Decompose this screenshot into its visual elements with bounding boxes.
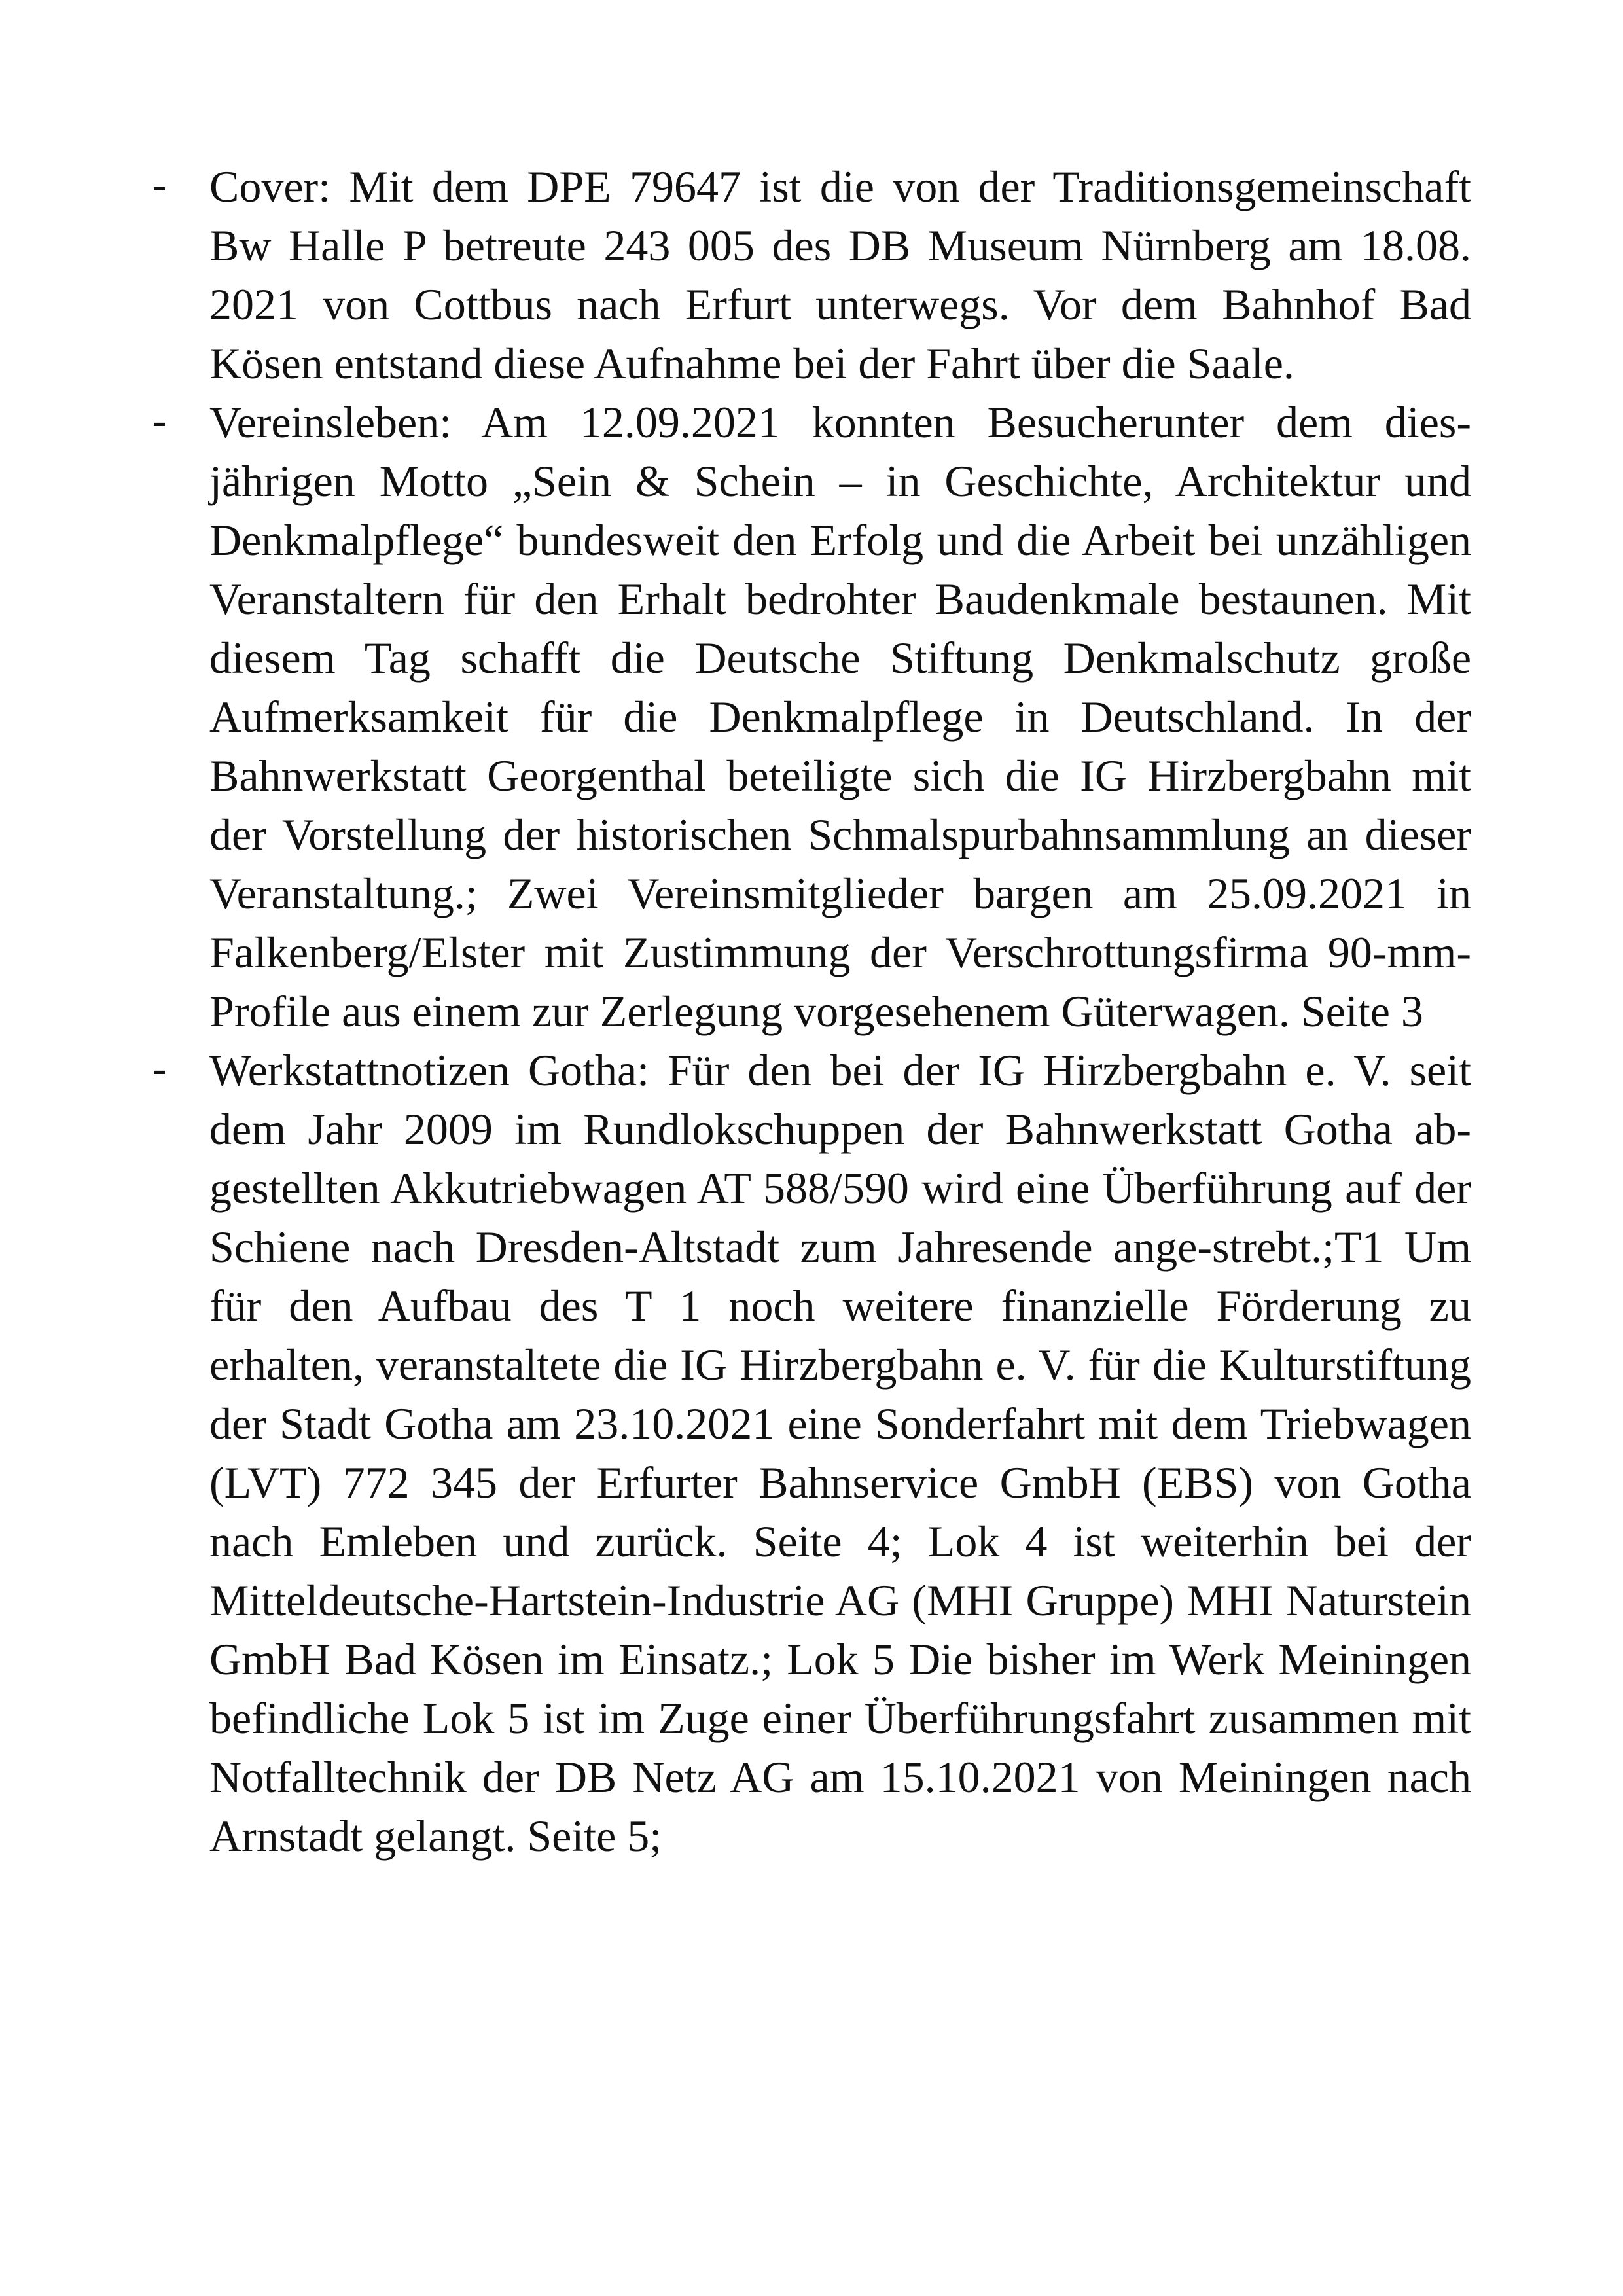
list-bullet: - <box>152 162 168 211</box>
entry-text-werkstattnotizen: Werkstattnotizen Gotha: Für den bei der IG Hirzbergbahn e. V. seit dem Jahr 2009 im Rundlokschuppen der Bahnwerkstatt Gotha abgestellten Akkutriebwagen AT 588/590 wird eine Überführung auf der Schiene nach Dresden-Altstadt zum Jahresende ange-strebt.;T1 Um für den Aufbau des T 1 noch weitere finanzielle Förderung zu erhalten, veranstaltete die IG Hirzbergbahn e. V. für die Kulturstiftung der Stadt Gotha am 23.10.2021 eine Sonderfahrt mit dem Triebwagen (LVT) 772 345 der Erfurter Bahnservice GmbH (EBS) von Gotha nach Emleben und zurück. Seite 4; Lok 4 ist weiterhin bei der Mitteldeutsche-Hartstein-Industrie AG (MHI Gruppe) MHI Naturstein GmbH Bad Kösen im Einsatz.; Lok 5 Die bisher im Werk Meiningen befindliche Lok 5 ist im Zuge einer Überführungsfahrt zusammen mit Notfalltechnik der DB Netz AG am 15.10.2021 von Meiningen nach Arnstadt gelangt. Seite 5; <box>209 1045 1471 1861</box>
document-body <box>152 157 1471 1865</box>
entry-text-vereinsleben: Vereinsleben: Am 12.09.2021 konnten Besucherunter dem diesjährigen Motto „Sein & Schein – in Geschichte, Architektur und Denkmalpflege“ bundesweit den Erfolg und die Arbeit bei unzähligen Veranstaltern für den Erhalt bedrohter Baudenkmale bestaunen. Mit diesem Tag schafft die Deutsche Stiftung Denkmalschutz große Aufmerksamkeit für die Denkmalpflege in Deutschland. In der Bahnwerkstatt Georgenthal beteiligte sich die IG Hirzbergbahn mit der Vorstellung der historischen Schmalspurbahnsammlung an dieser Veranstaltung.; Zwei Vereinsmitglieder bargen am 25.09.2021 in Falkenberg/Elster mit Zustimmung der Verschrottungsfirma 90-mm-Profile aus einem zur Zerlegung vorgesehenem Güterwagen. Seite 3 <box>209 397 1471 1036</box>
list-bullet: - <box>152 1046 168 1094</box>
list-bullet: - <box>152 398 168 446</box>
list-item-werkstattnotizen <box>152 1041 1471 1865</box>
list-item-cover <box>152 157 1471 393</box>
list-item-vereinsleben <box>152 393 1471 1041</box>
entry-text-cover: Cover: Mit dem DPE 79647 ist die von der Traditionsgemeinschaft Bw Halle P betreute 243 005 des DB Museum Nürnberg am 18.08. 2021 von Cottbus nach Erfurt unterwegs. Vor dem Bahnhof Bad Kösen entstand diese Aufnahme bei der Fahrt über die Saale. <box>209 162 1471 388</box>
